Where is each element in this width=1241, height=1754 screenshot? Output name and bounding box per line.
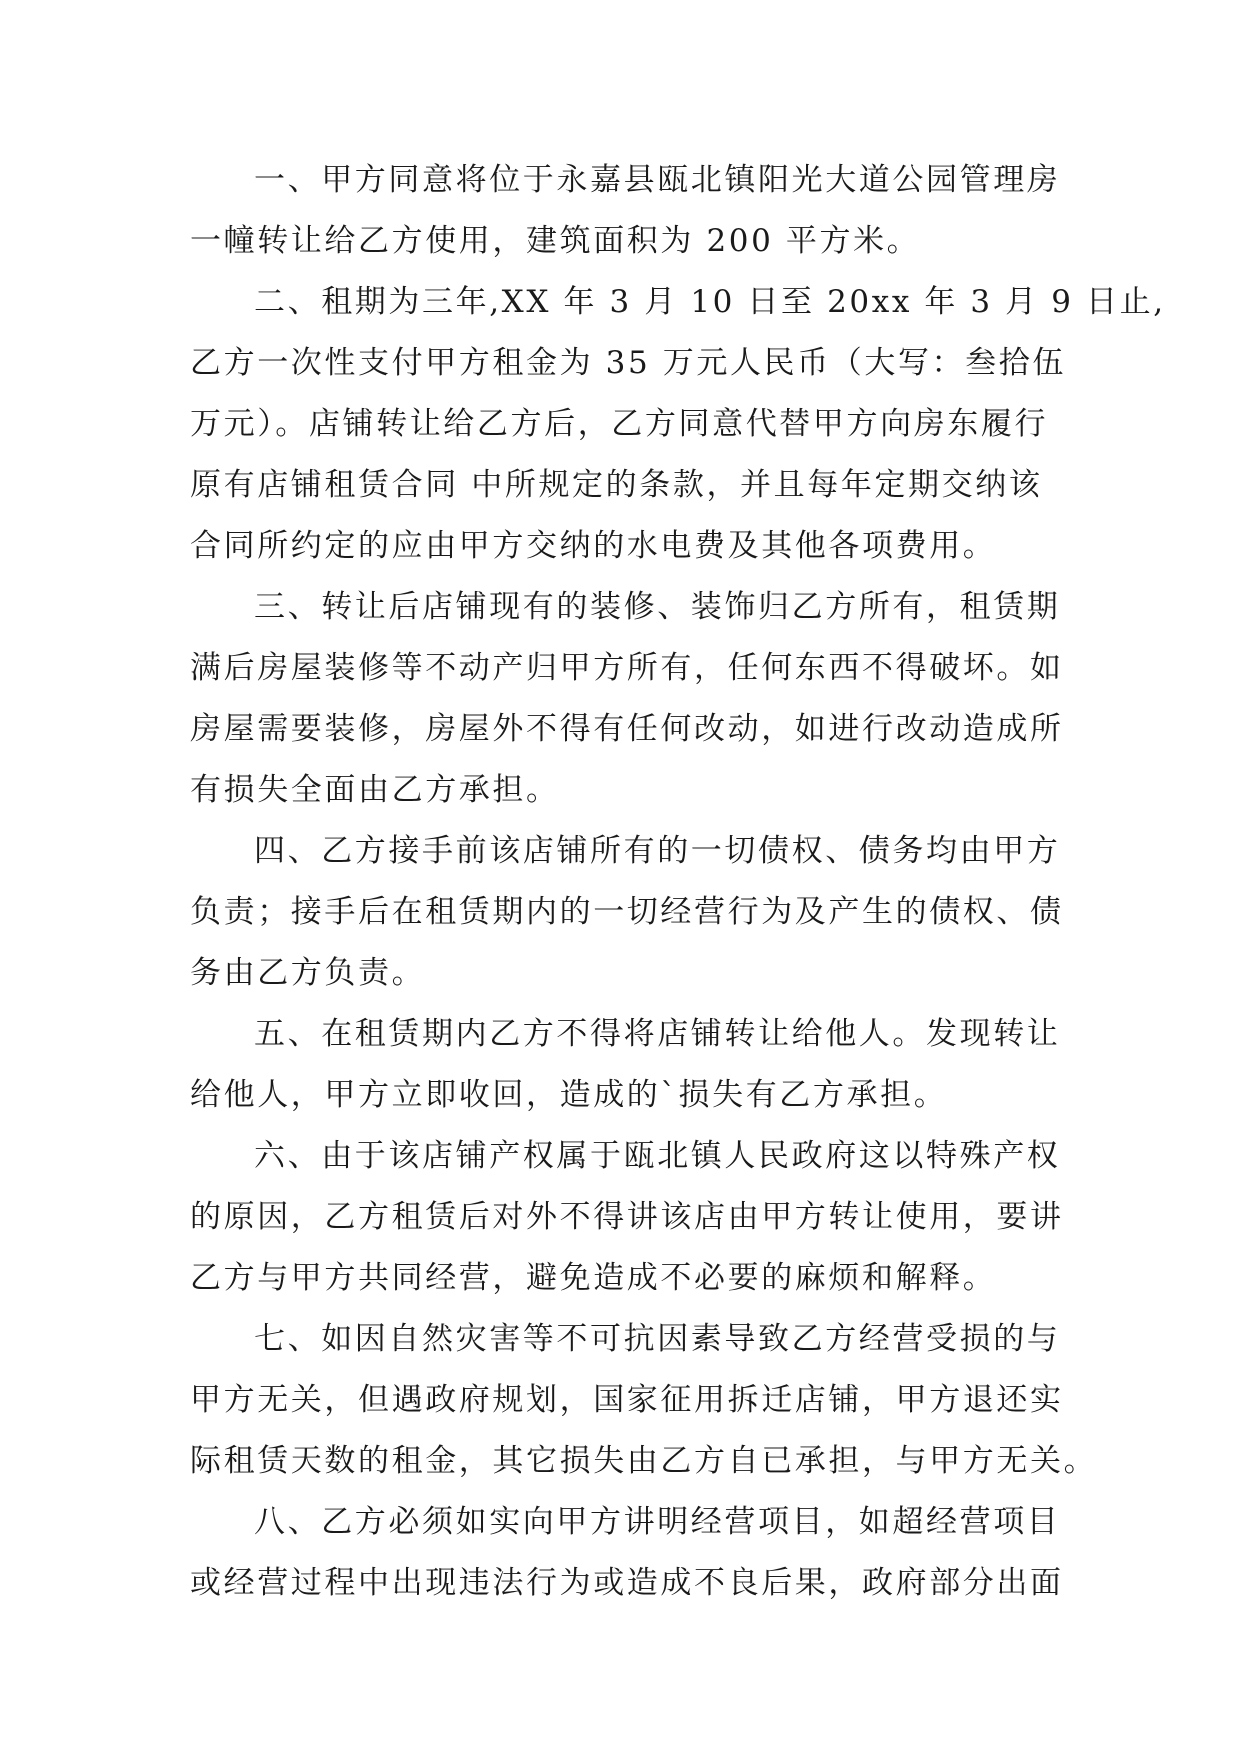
paragraph-line: 七、如因自然灾害等不可抗因素导致乙方经营受损的与 [254, 1321, 1061, 1357]
clause-1-paragraph [190, 150, 1061, 272]
clause-7-paragraph [190, 1309, 1098, 1492]
paragraph-line: 甲方无关，但遇政府规划，国家征用拆迁店铺，甲方退还实 [190, 1382, 1064, 1418]
paragraph-line: 乙方一次性支付甲方租金为 35 万元人民币（大写：叁拾伍 [190, 345, 1066, 381]
paragraph-line: 五、在租赁期内乙方不得将店铺转让给他人。发现转让 [254, 1016, 1061, 1052]
paragraph-line: 一幢转让给乙方使用，建筑面积为 200 平方米。 [190, 223, 921, 259]
clause-4-paragraph [190, 821, 1064, 1004]
paragraph-line: 务由乙方负责。 [190, 955, 426, 991]
paragraph-line: 原有店铺租赁合同 中所规定的条款，并且每年定期交纳该 [190, 467, 1043, 503]
document-body [190, 150, 1166, 1614]
clause-8-paragraph [190, 1492, 1064, 1614]
clause-5-paragraph [190, 1004, 1061, 1126]
paragraph-line: 八、乙方必须如实向甲方讲明经营项目，如超经营项目 [254, 1504, 1061, 1540]
paragraph-line: 满后房屋装修等不动产归甲方所有，任何东西不得破坏。如 [190, 650, 1064, 686]
paragraph-line: 六、由于该店铺产权属于瓯北镇人民政府这以特殊产权 [254, 1138, 1061, 1174]
paragraph-line: 给他人，甲方立即收回，造成的`损失有乙方承担。 [190, 1077, 948, 1113]
paragraph-line: 负责；接手后在租赁期内的一切经营行为及产生的债权、债 [190, 894, 1064, 930]
paragraph-line: 乙方与甲方共同经营，避免造成不必要的麻烦和解释。 [190, 1260, 997, 1296]
paragraph-line: 合同所约定的应由甲方交纳的水电费及其他各项费用。 [190, 528, 997, 564]
paragraph-line: 有损失全面由乙方承担。 [190, 772, 560, 808]
paragraph-line: 万元）。店铺转让给乙方后，乙方同意代替甲方向房东履行 [190, 406, 1049, 442]
clause-3-paragraph [190, 577, 1064, 821]
clause-2-paragraph [190, 272, 1166, 577]
paragraph-line: 三、转让后店铺现有的装修、装饰归乙方所有，租赁期 [254, 589, 1061, 625]
paragraph-line: 或经营过程中出现违法行为或造成不良后果，政府部分出面 [190, 1565, 1064, 1601]
paragraph-line: 的原因，乙方租赁后对外不得讲该店由甲方转让使用，要讲 [190, 1199, 1064, 1235]
paragraph-line: 一、甲方同意将位于永嘉县瓯北镇阳光大道公园管理房 [254, 162, 1061, 198]
paragraph-line: 房屋需要装修，房屋外不得有任何改动，如进行改动造成所 [190, 711, 1064, 747]
paragraph-line: 二、租期为三年,XX 年 3 月 10 日至 20xx 年 3 月 9 日止, [254, 284, 1166, 320]
clause-6-paragraph [190, 1126, 1064, 1309]
paragraph-line: 际租赁天数的租金，其它损失由乙方自已承担，与甲方无关。 [190, 1443, 1098, 1479]
paragraph-line: 四、乙方接手前该店铺所有的一切债权、债务均由甲方 [254, 833, 1061, 869]
